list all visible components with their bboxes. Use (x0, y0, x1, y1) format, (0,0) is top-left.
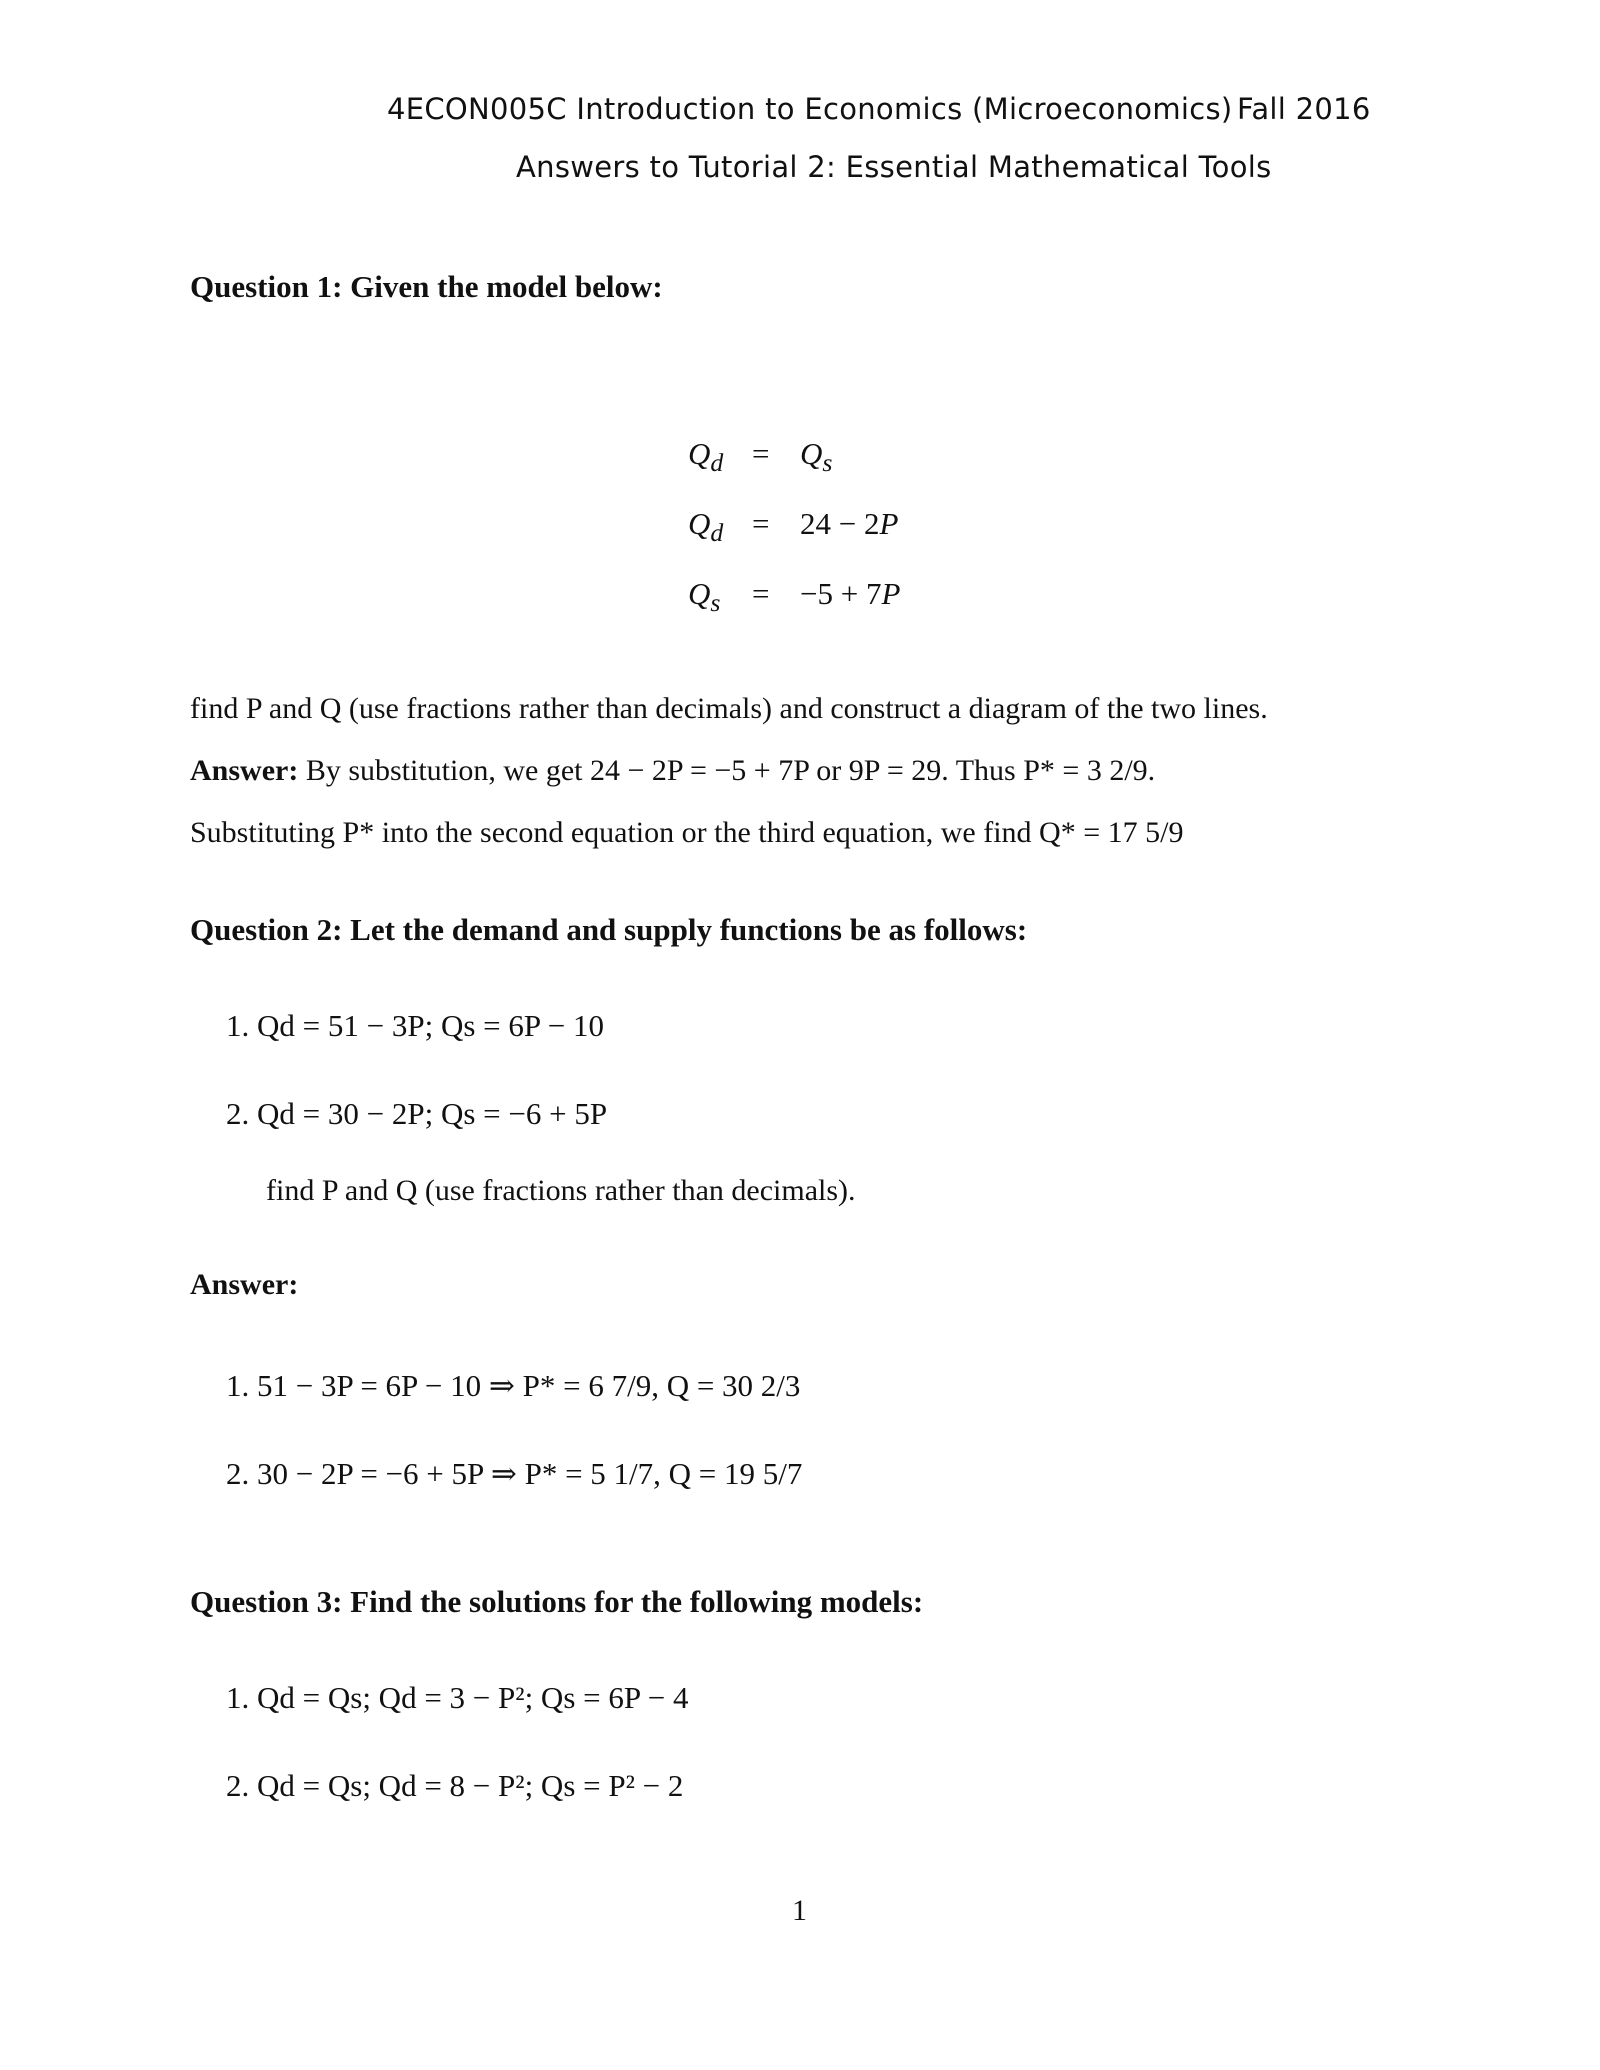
question2-answer-label: Answer: (190, 1268, 299, 1301)
question1-answer-line1 (190, 754, 1155, 788)
term-label: Fall 2016 (1237, 92, 1371, 126)
equation-rhs: 24 − 2P (800, 506, 899, 541)
question3-item-1: 1. Qd = Qs; Qd = 3 − P²; Qs = 6P − 4 (226, 1680, 689, 1715)
equation-rhs: −5 + 7P (800, 576, 901, 611)
equation-equals: = (752, 436, 770, 471)
question2-prompt: find P and Q (use fractions rather than decimals). (266, 1174, 856, 1207)
equation-lhs: $Q_d$ (688, 436, 724, 478)
question3-heading: Question 3: Find the solutions for the following models: (190, 1584, 924, 1619)
question2-item-2: 2. Qd = 30 − 2P; Qs = −6 + 5P (226, 1096, 608, 1131)
question2-answer-1: 1. 51 − 3P = 6P − 10 ⇒ P* = 6 7/9, Q = 30 2/3 (226, 1368, 801, 1403)
question1-heading: Question 1: Given the model below: (190, 269, 663, 304)
document-subtitle: Answers to Tutorial 2: Essential Mathematical Tools (516, 150, 1272, 184)
page-number: 1 (792, 1894, 807, 1927)
equation-equals: = (752, 576, 770, 611)
question3-item-2: 2. Qd = Qs; Qd = 8 − P²; Qs = P² − 2 (226, 1768, 684, 1803)
question1-prompt: find P and Q (use fractions rather than decimals) and construct a diagram of the two lines. (190, 692, 1268, 725)
equation-lhs: $Q_s$ (688, 576, 721, 618)
course-title: 4ECON005C Introduction to Economics (Microeconomics) (387, 92, 1233, 126)
answer-label: Answer: (190, 754, 299, 787)
equation-lhs: $Q_d$ (688, 506, 724, 548)
question2-item-1: 1. Qd = 51 − 3P; Qs = 6P − 10 (226, 1008, 604, 1043)
answer-text: By substitution, we get 24 − 2P = −5 + 7P or 9P = 29. Thus P* = 3 2/9. (305, 754, 1156, 787)
question1-answer-line2: Substituting P* into the second equation or the third equation, we find Q* = 17 5/9 (190, 816, 1184, 849)
equation-equals: = (752, 506, 770, 541)
question2-heading: Question 2: Let the demand and supply functions be as follows: (190, 912, 1028, 947)
equation-rhs: $Q_s$ (800, 436, 833, 478)
question2-answer-2: 2. 30 − 2P = −6 + 5P ⇒ P* = 5 1/7, Q = 19 5/7 (226, 1456, 803, 1491)
